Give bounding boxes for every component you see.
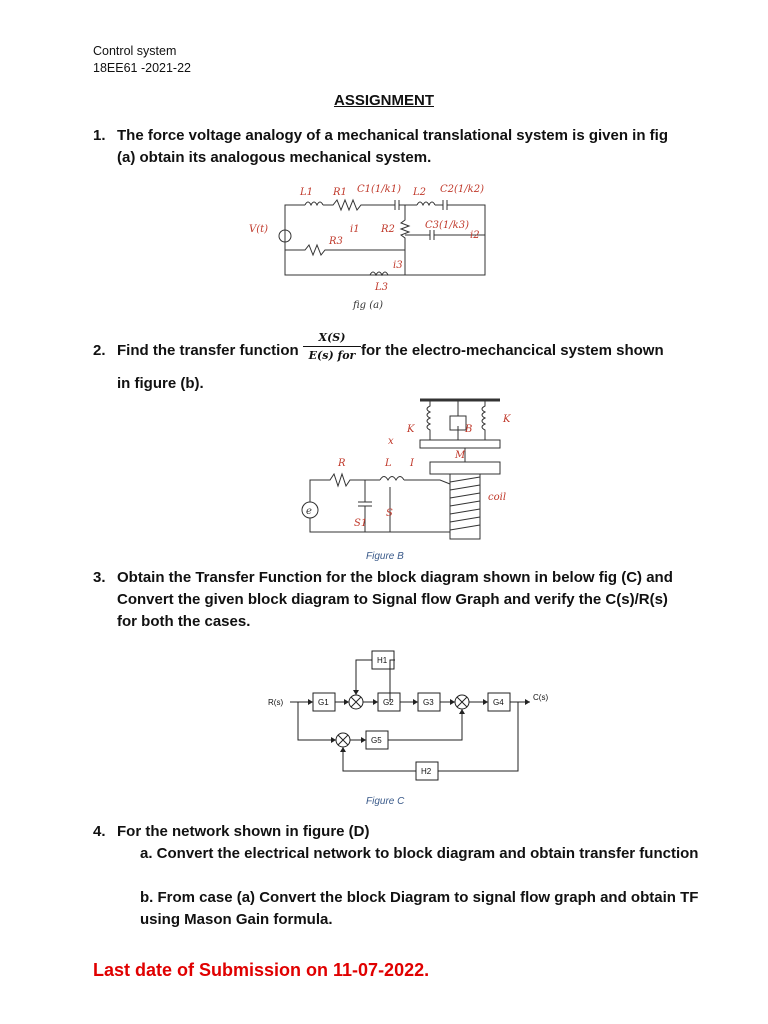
fraction-numerator: X(S) <box>318 331 346 344</box>
figure-b-label-m: M <box>455 450 466 461</box>
question-2-text-line2: in figure (b). <box>117 375 204 392</box>
figure-b-label-x: x <box>388 436 394 447</box>
figure-a-label-i1: i1 <box>350 224 360 235</box>
header-code: 18EE61 -2021-22 <box>93 61 191 75</box>
question-4-number: 4. <box>93 823 106 840</box>
figure-a-caption: fig (a) <box>353 300 384 311</box>
figure-b-label-e: e <box>306 506 312 517</box>
figure-b-label-l: L <box>385 458 392 469</box>
block-g4-label: G4 <box>493 698 504 707</box>
figure-a-label-i2: i2 <box>470 230 480 241</box>
question-4-part-a: a. Convert the electrical network to block diagram and obtain transfer function <box>140 845 699 862</box>
document-title: ASSIGNMENT <box>333 92 434 109</box>
block-g1-label: G1 <box>318 698 329 707</box>
figure-a-label-l3: L3 <box>375 282 389 293</box>
question-2-number: 2. <box>93 342 106 359</box>
figure-a-label-r3: R3 <box>329 236 343 247</box>
question-4-part-b: b. From case (a) Convert the block Diagram to signal flow graph and obtain TF using Mason Gain formula. <box>140 889 699 928</box>
figure-b-label-s: S <box>386 508 393 519</box>
figure-c-output-label: C(s) <box>533 693 549 702</box>
figure-a-label-c2: C2(1/k2) <box>440 184 484 195</box>
question-3-text: Obtain the Transfer Function for the block diagram shown in below fig (C) and Convert the given block diagram to Signal flow Graph and verify the C(s)/R(s) for both the cases. <box>117 569 673 630</box>
figure-b-label-b: B <box>465 424 473 435</box>
figure-a-label-l1: L1 <box>300 187 314 198</box>
figure-a-circuit <box>245 180 495 315</box>
block-g2-label: G2 <box>383 698 394 707</box>
figure-a-label-r1: R1 <box>333 187 347 198</box>
figure-c-input-label: R(s) <box>268 698 284 707</box>
figure-a-label-r2: R2 <box>381 224 395 235</box>
figure-b-label-k-right: K <box>503 414 511 425</box>
fraction-denominator: E(s) for <box>308 349 356 362</box>
submission-deadline: Last date of Submission on 11-07-2022. <box>93 960 430 980</box>
figure-b-label-r: R <box>338 458 346 469</box>
figure-a-label-c1: C1(1/k1) <box>357 184 401 195</box>
question-1-text: The force voltage analogy of a mechanical translational system is given in fig (a) obtain its analogous mechanical system. <box>117 127 668 166</box>
figure-a-label-c3: C3(1/k3) <box>425 220 469 231</box>
figure-b-caption: Figure B <box>366 551 404 562</box>
figure-b-label-coil: coil <box>488 492 507 503</box>
figure-b-system <box>290 392 530 547</box>
figure-a-label-i3: i3 <box>393 260 403 271</box>
question-4-text: For the network shown in figure (D) <box>117 823 370 840</box>
block-g5-label: G5 <box>371 736 382 745</box>
question-2-text-post: for the electro-mechancical system shown <box>361 342 664 359</box>
figure-c-caption: Figure C <box>366 796 405 807</box>
block-g3-label: G3 <box>423 698 434 707</box>
transfer-function-fraction <box>297 331 367 362</box>
block-h1-label: H1 <box>377 656 388 665</box>
header-course: Control system <box>93 44 177 58</box>
block-h2-label: H2 <box>421 767 432 776</box>
fraction-bar <box>303 346 361 347</box>
figure-b-label-s1: S1 <box>354 518 368 529</box>
question-1-number: 1. <box>93 127 106 144</box>
figure-b-label-i: I <box>410 458 414 469</box>
figure-a-label-l2: L2 <box>413 187 427 198</box>
figure-c-block-diagram <box>268 645 568 785</box>
question-2-text-pre: Find the transfer function <box>117 342 299 359</box>
figure-b-label-k-left: K <box>407 424 415 435</box>
figure-a-label-vt: V(t) <box>249 224 269 235</box>
question-3-number: 3. <box>93 569 106 586</box>
